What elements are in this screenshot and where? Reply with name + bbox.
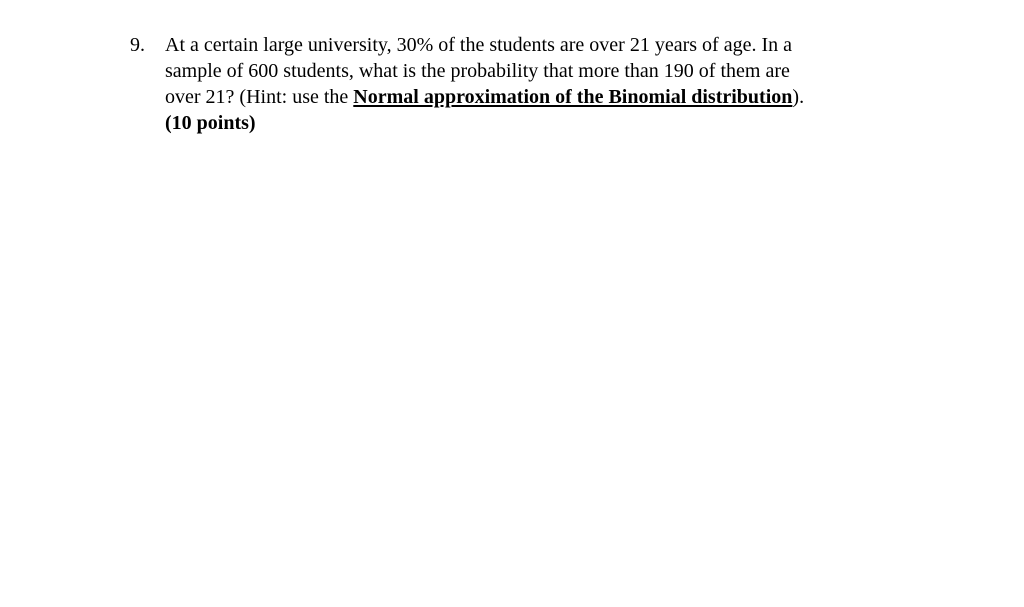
question-text <box>165 32 885 136</box>
question-line-2: sample of 600 students, what is the probability that more than 190 of them are <box>165 60 790 82</box>
question-line-3 <box>165 84 885 110</box>
question-line-1: At a certain large university, 30% of the students are over 21 years of age. In a <box>165 34 792 56</box>
question-number: 9. <box>130 34 145 56</box>
hint-prefix: over 21? (Hint: use the <box>165 86 354 108</box>
question-points: (10 points) <box>165 112 256 134</box>
hint-emphasis: Normal approximation of the Binomial distribution <box>353 86 793 108</box>
hint-suffix: ). <box>792 86 805 108</box>
